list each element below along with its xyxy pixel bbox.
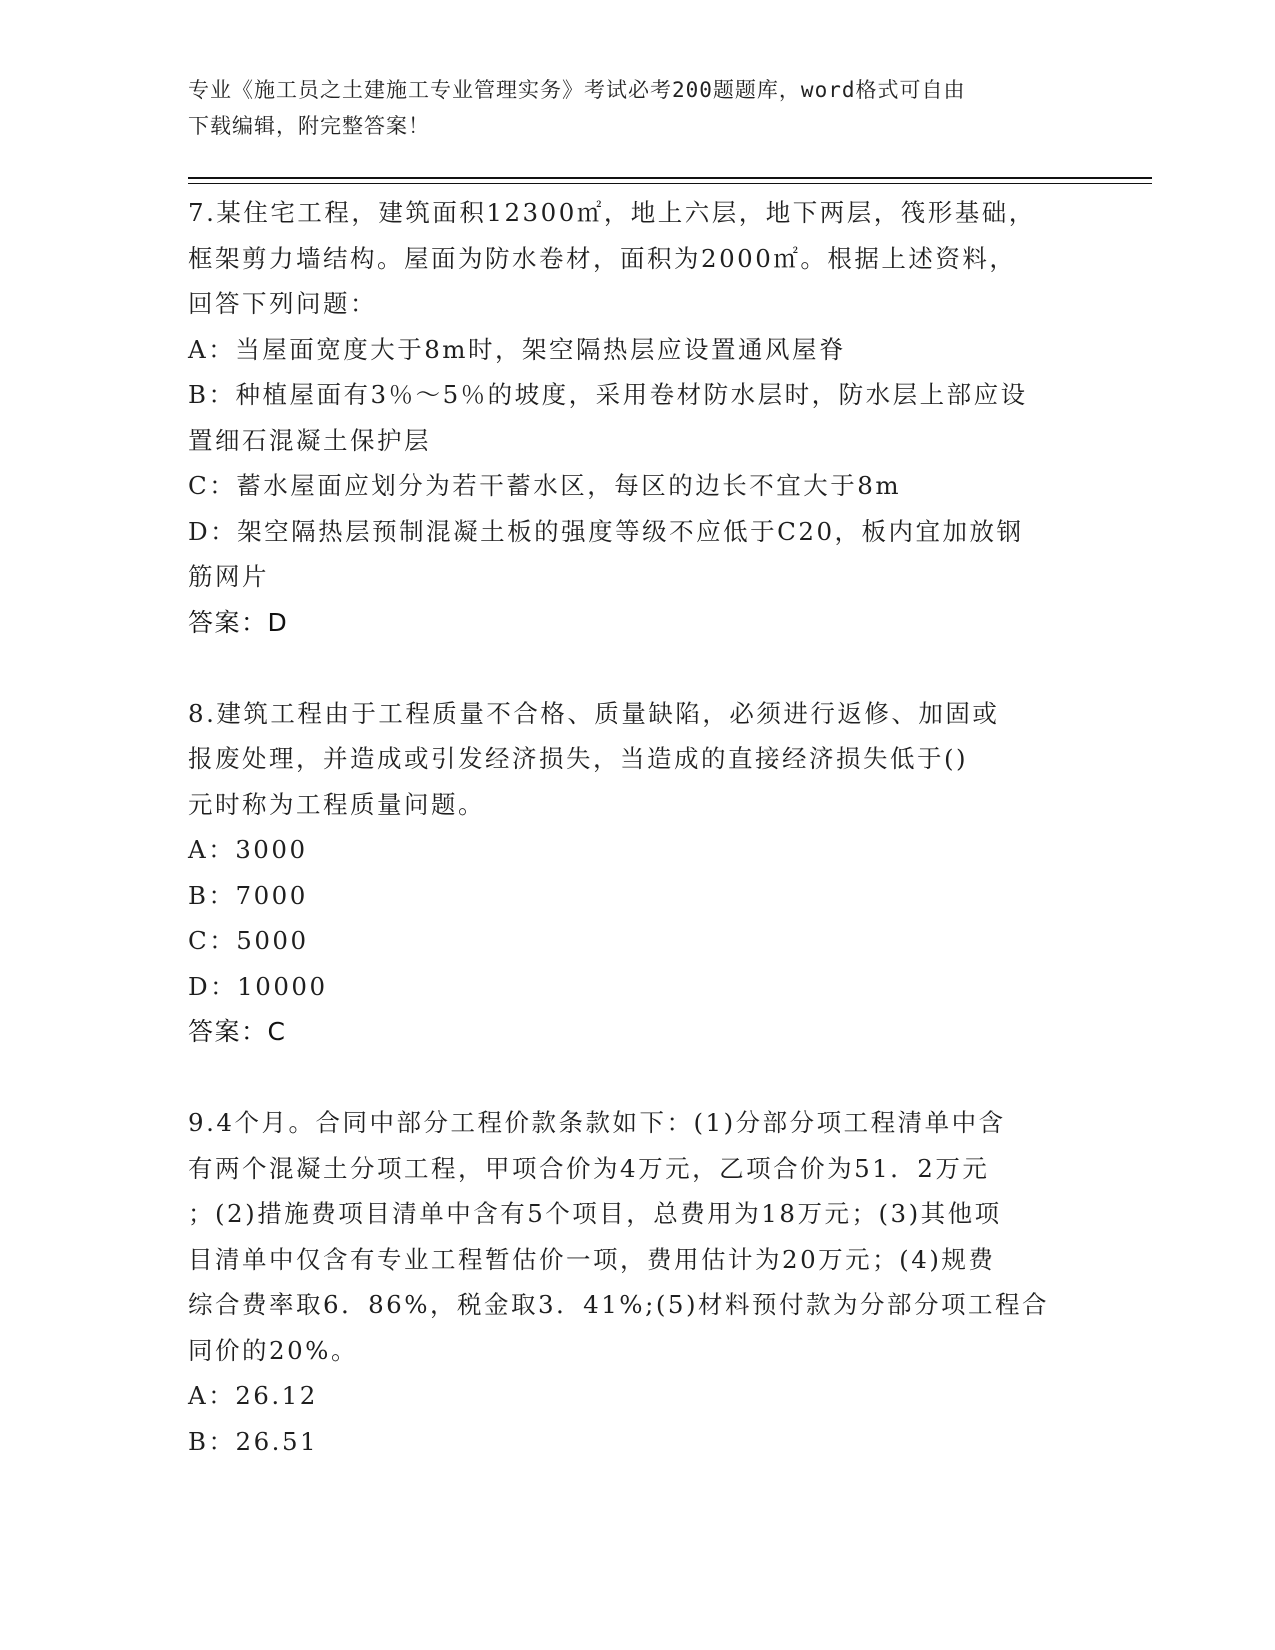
- question-text: [188, 1100, 1088, 1373]
- answer: 答案：C: [188, 1017, 287, 1046]
- document-header: [188, 72, 1068, 144]
- question-text-line: 7.某住宅工程，建筑面积12300㎡，地上六层，地下两层，筏形基础，: [188, 198, 1036, 227]
- question-text-line: 8.建筑工程由于工程质量不合格、质量缺陷，必须进行返修、加固或: [188, 698, 1000, 728]
- option-text: B：26.51: [188, 1426, 319, 1456]
- question-9: [188, 1100, 1088, 1464]
- option-a: [188, 827, 1088, 873]
- option-d: [188, 509, 1088, 600]
- option-d: [188, 964, 1088, 1010]
- option-text: D：10000: [188, 971, 328, 1001]
- option-text: A：当屋面宽度大于8m时，架空隔热层应设置通风屋脊: [188, 334, 847, 364]
- option-text: A：26.12: [188, 1381, 318, 1410]
- question-text-line: 框架剪力墙结构。屋面为防水卷材，面积为2000㎡。根据上述资料，: [188, 243, 1017, 273]
- question-text-line: ；(2)措施费项目清单中含有5个项目，总费用为18万元；(3)其他项: [188, 1199, 1002, 1228]
- option-b: [188, 372, 1088, 463]
- option-a: [188, 327, 1088, 373]
- header-line-2: 下载编辑，附完整答案！: [188, 114, 430, 138]
- question-text-line: 目清单中仅含有专业工程暂估价一项，费用估计为20万元；(4)规费: [188, 1244, 996, 1274]
- header-divider-thick: [188, 177, 1152, 179]
- option-text: A：3000: [188, 835, 308, 864]
- question-text-line: 有两个混凝土分项工程，甲项合价为4万元，乙项合价为51．2万元: [188, 1153, 990, 1183]
- option-text: B：7000: [188, 880, 308, 910]
- option-text: 置细石混凝土保护层: [188, 425, 431, 455]
- option-b: [188, 873, 1088, 919]
- question-text-line: 回答下列问题：: [188, 289, 377, 318]
- question-8: [188, 691, 1088, 1055]
- question-7: [188, 190, 1088, 645]
- option-c: [188, 463, 1088, 509]
- header-divider-thin: [188, 183, 1152, 184]
- question-text-line: 同价的20%。: [188, 1335, 358, 1365]
- header-line-1: 专业《施工员之土建施工专业管理实务》考试必考200题题库，word格式可自由: [188, 78, 966, 102]
- question-text-line: 报废处理，并造成或引发经济损失，当造成的直接经济损失低于(): [188, 744, 969, 773]
- option-c: [188, 918, 1088, 964]
- question-list: [188, 190, 1088, 1464]
- answer: 答案：D: [188, 607, 289, 637]
- option-text: C：5000: [188, 926, 309, 955]
- option-text: B：种植屋面有3％～5％的坡度，采用卷材防水层时，防水层上部应设: [188, 380, 1028, 409]
- question-text-line: 元时称为工程质量问题。: [188, 789, 485, 819]
- option-text: 筋网片: [188, 562, 269, 591]
- option-text: C：蓄水屋面应划分为若干蓄水区，每区的边长不宜大于8m: [188, 471, 902, 500]
- spacer: [188, 645, 1088, 691]
- question-text-line: 综合费率取6．86%，税金取3．41%;(5)材料预付款为分部分项工程合: [188, 1290, 1050, 1319]
- option-text: D：架空隔热层预制混凝土板的强度等级不应低于C20，板内宜加放钢: [188, 516, 1024, 546]
- question-text: [188, 190, 1088, 327]
- option-a: [188, 1373, 1088, 1419]
- spacer: [188, 1055, 1088, 1101]
- question-text-line: 9.4个月。合同中部分工程价款条款如下：(1)分部分项工程清单中含: [188, 1108, 1006, 1137]
- option-b: [188, 1419, 1088, 1465]
- question-text: [188, 691, 1088, 828]
